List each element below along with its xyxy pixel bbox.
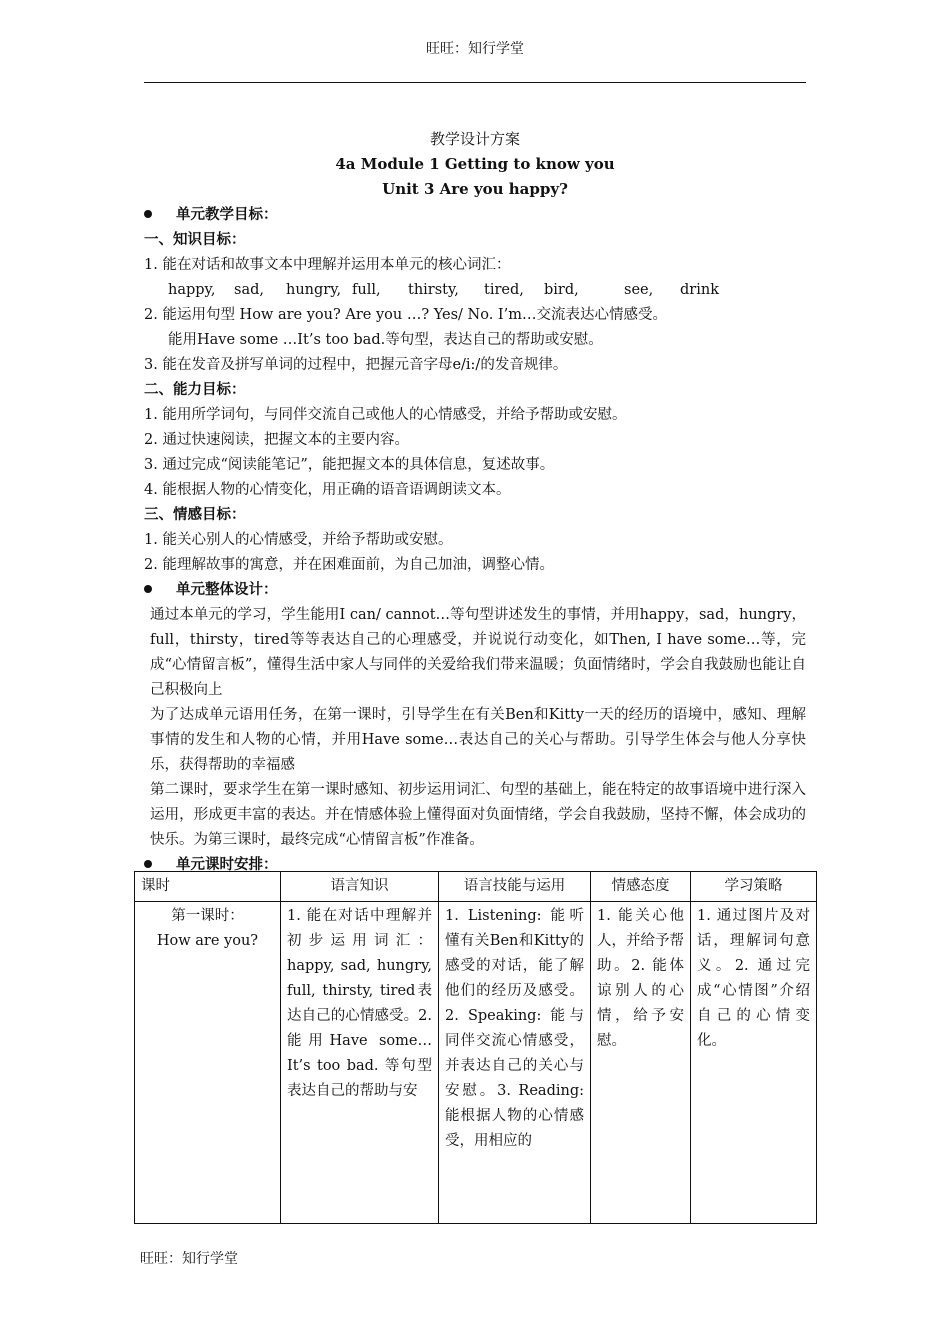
page-header: 旺旺：知行学堂	[426, 41, 524, 57]
page-footer: 旺旺：知行学堂	[140, 1251, 238, 1267]
document-body	[144, 203, 806, 878]
core-word-list	[144, 278, 806, 303]
knowledge-item-3: 3. 能在发音及拼写单词的过程中，把握元音字母e/i:/的发音规律。	[144, 357, 568, 373]
column-header: 课时	[135, 872, 281, 902]
knowledge-cell: 1. 能在对话中理解并初步运用词汇：happy, sad, hungry, full, thirsty, tired表达自己的心情感受。2. 能用Have some…It’s too bad. 等句型表达自己的帮助与安	[281, 902, 439, 1224]
design-paragraph-1: 通过本单元的学习，学生能用I can/ cannot…等句型讲述发生的事情，并用happy，sad，hungry，full，thirsty，tired等等表达自己的心理感受，并说说行动变化，如Then, I have some…等，完成“心情留言板”，懂得生活中家人与同伴的关爱给我们带来温暖；负面情绪时，学会自我鼓励也能让自己积极向上	[150, 607, 806, 698]
module-title: 4a Module 1 Getting to know you	[335, 155, 615, 173]
ability-item-1: 1. 能用所学词句，与同伴交流自己或他人的心情感受，并给予帮助或安慰。	[144, 407, 627, 423]
emotion-heading: 三、情感目标：	[144, 507, 246, 523]
lesson-schedule-table	[134, 871, 817, 1224]
column-header: 语言知识	[281, 872, 439, 902]
bullet-icon	[144, 585, 152, 593]
unit-goals-heading: 单元教学目标：	[144, 203, 806, 228]
strategy-cell: 1. 通过图片及对话，理解词句意义。2. 通过完成“心情图”介绍自己的心情变化。	[691, 902, 817, 1224]
word: thirsty,	[408, 282, 459, 298]
header-divider	[144, 82, 806, 83]
column-header: 情感态度	[591, 872, 691, 902]
title-block	[144, 127, 806, 202]
lesson-name: How are you?	[156, 933, 259, 949]
word: hungry,	[286, 282, 342, 298]
design-paragraph-3: 第二课时，要求学生在第一课时感知、初步运用词汇、句型的基础上，能在特定的故事语境中进行深入运用，形成更丰富的表达。并在情感体验上懂得面对负面情绪，学会自我鼓励，坚持不懈，体会成功的快乐。为第三课时，最终完成“心情留言板”作准备。	[150, 782, 806, 848]
column-header: 语言技能与运用	[439, 872, 591, 902]
skills-cell: 1. Listening: 能听懂有关Ben和Kitty的感受的对话，能了解他们的经历及感受。2. Speaking: 能与同伴交流心情感受，并表达自己的关心与安慰。3. Reading: 能根据人物的心情感受，用相应的	[439, 902, 591, 1224]
knowledge-item-1: 1. 能在对话和故事文本中理解并运用本单元的核心词汇：	[144, 257, 511, 273]
overall-design-heading: 单元整体设计：	[144, 578, 806, 603]
emotion-item-2: 2. 能理解故事的寓意，并在困难面前，为自己加油，调整心情。	[144, 557, 554, 573]
word: bird,	[544, 282, 579, 298]
attitude-cell: 1. 能关心他人，并给予帮助。2. 能体谅别人的心情，给予安慰。	[591, 902, 691, 1224]
lesson-cell	[135, 902, 281, 1224]
word: drink	[680, 282, 719, 298]
doc-title: 教学设计方案	[429, 130, 520, 148]
schedule-heading: 单元课时安排：	[144, 853, 806, 878]
bullet-icon	[144, 860, 152, 868]
knowledge-heading: 一、知识目标：	[144, 232, 246, 248]
ability-heading: 二、能力目标：	[144, 382, 246, 398]
bullet-icon	[144, 210, 152, 218]
lesson-label: 第一课时：	[171, 908, 244, 924]
word: happy,	[168, 282, 216, 298]
column-header: 学习策略	[691, 872, 817, 902]
word: tired,	[484, 282, 524, 298]
word: see,	[624, 282, 654, 298]
unit-title: Unit 3 Are you happy?	[382, 180, 568, 198]
knowledge-item-2: 2. 能运用句型 How are you? Are you …? Yes/ No. I’m…交流表达心情感受。	[144, 307, 667, 323]
emotion-item-1: 1. 能关心别人的心情感受，并给予帮助或安慰。	[144, 532, 453, 548]
word: full,	[352, 282, 381, 298]
ability-item-2: 2. 通过快速阅读，把握文本的主要内容。	[144, 432, 409, 448]
design-paragraph-2: 为了达成单元语用任务，在第一课时，引导学生在有关Ben和Kitty一天的经历的语境中，感知、理解事情的发生和人物的心情，并用Have some…表达自己的关心与帮助。引导学生体会与他人分享快乐，获得帮助的幸福感	[150, 707, 806, 773]
table-header-row	[135, 872, 817, 902]
table-row	[135, 902, 817, 1224]
word: sad,	[234, 282, 264, 298]
knowledge-item-2b: 能用Have some …It’s too bad.等句型，表达自己的帮助或安慰。	[168, 332, 603, 348]
ability-item-4: 4. 能根据人物的心情变化，用正确的语音语调朗读文本。	[144, 482, 511, 498]
ability-item-3: 3. 通过完成“阅读能笔记”，能把握文本的具体信息，复述故事。	[144, 457, 555, 473]
